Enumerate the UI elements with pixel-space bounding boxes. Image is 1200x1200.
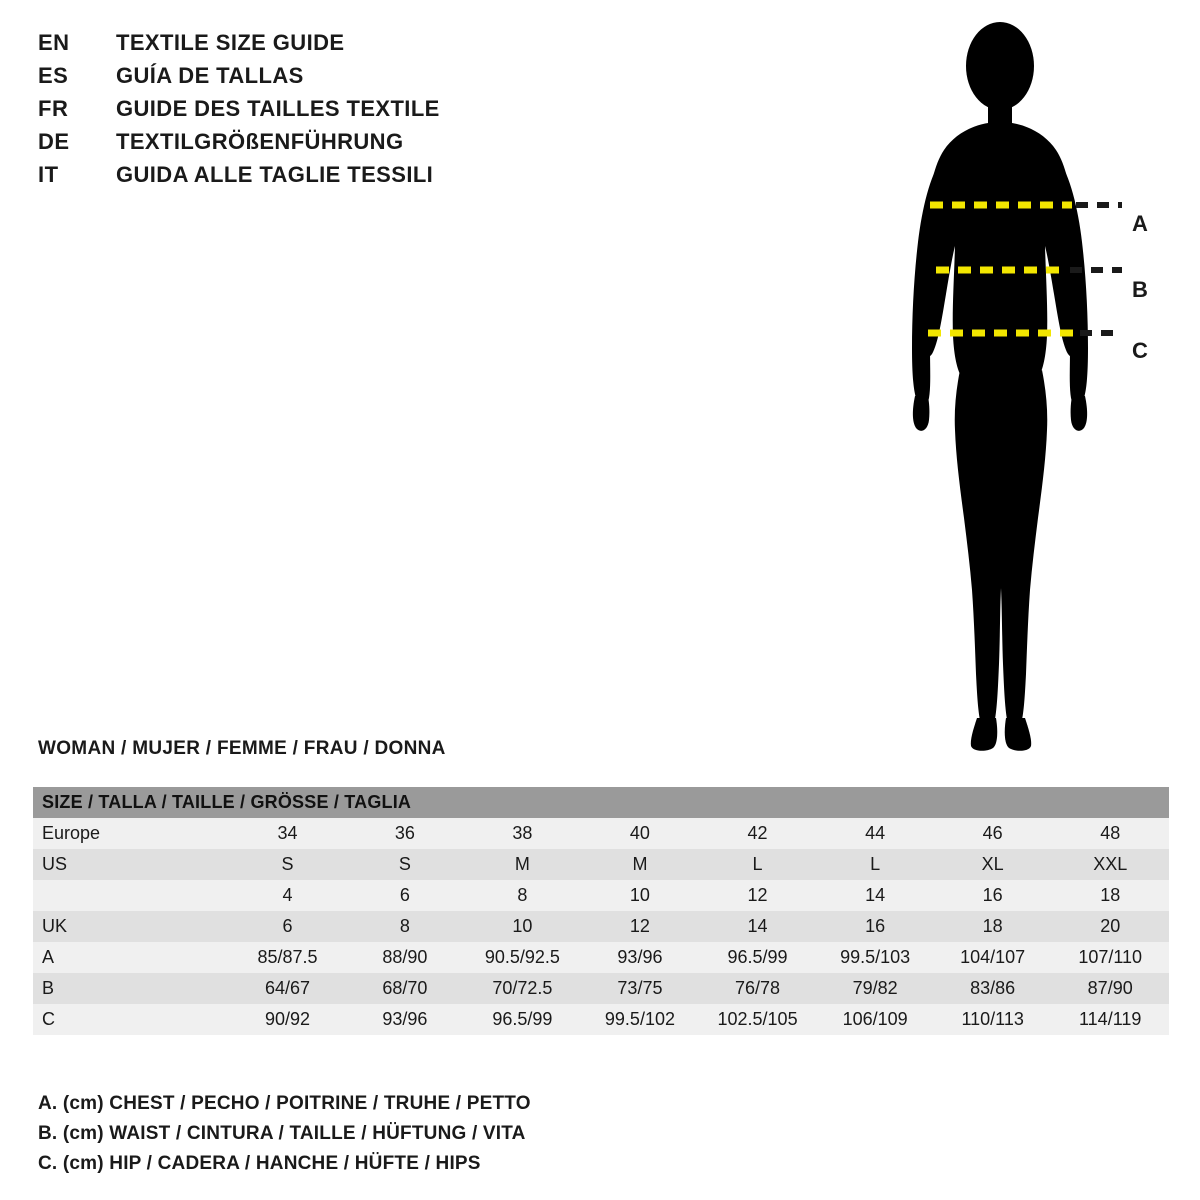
cell: 6 xyxy=(229,911,346,942)
cell: 96.5/99 xyxy=(464,1004,582,1035)
table-row xyxy=(33,911,1169,942)
language-row-de xyxy=(38,129,598,162)
row-label: A xyxy=(33,942,229,973)
table-row xyxy=(33,880,1169,911)
language-title-block xyxy=(38,30,598,195)
cell: 106/109 xyxy=(816,1004,934,1035)
cell: 36 xyxy=(346,818,463,849)
cell: 114/119 xyxy=(1051,1004,1169,1035)
cell: 68/70 xyxy=(346,973,463,1004)
cell: 76/78 xyxy=(699,973,817,1004)
cell: L xyxy=(699,849,817,880)
cell: 104/107 xyxy=(934,942,1052,973)
cell: 34 xyxy=(229,818,346,849)
cell: 85/87.5 xyxy=(229,942,346,973)
footnote-hip: C. (cm) HIP / CADERA / HANCHE / HÜFTE / HIPS xyxy=(38,1153,481,1174)
cell: 12 xyxy=(699,880,817,911)
table-row xyxy=(33,818,1169,849)
cell: 110/113 xyxy=(934,1004,1052,1035)
cell: 90.5/92.5 xyxy=(464,942,582,973)
footnote-waist: B. (cm) WAIST / CINTURA / TAILLE / HÜFTUNG / VITA xyxy=(38,1123,526,1144)
language-title: TEXTILGRÖßENFÜHRUNG xyxy=(116,129,404,154)
cell: 16 xyxy=(934,880,1052,911)
cell: 93/96 xyxy=(581,942,699,973)
cell: 64/67 xyxy=(229,973,346,1004)
cell: 79/82 xyxy=(816,973,934,1004)
cell: 93/96 xyxy=(346,1004,463,1035)
woman-silhouette-icon xyxy=(860,18,1190,763)
cell: 14 xyxy=(816,880,934,911)
language-code: ES xyxy=(38,63,69,88)
cell: 88/90 xyxy=(346,942,463,973)
row-label: C xyxy=(33,1004,229,1035)
cell: L xyxy=(816,849,934,880)
row-label: B xyxy=(33,973,229,1004)
cell: M xyxy=(464,849,582,880)
cell: 42 xyxy=(699,818,817,849)
cell: 14 xyxy=(699,911,817,942)
cell: 4 xyxy=(229,880,346,911)
footnote-chest: A. (cm) CHEST / PECHO / POITRINE / TRUHE / PETTO xyxy=(38,1093,531,1114)
table-row xyxy=(33,973,1169,1004)
cell: S xyxy=(346,849,463,880)
cell: 96.5/99 xyxy=(699,942,817,973)
language-code: EN xyxy=(38,30,70,55)
language-title: GUIDE DES TAILLES TEXTILE xyxy=(116,96,440,121)
cell: 107/110 xyxy=(1051,942,1169,973)
cell: XXL xyxy=(1051,849,1169,880)
cell: XL xyxy=(934,849,1052,880)
table-row xyxy=(33,849,1169,880)
cell: 44 xyxy=(816,818,934,849)
cell: 8 xyxy=(346,911,463,942)
cell: 73/75 xyxy=(581,973,699,1004)
row-label: Europe xyxy=(33,818,229,849)
cell: 70/72.5 xyxy=(464,973,582,1004)
cell: 6 xyxy=(346,880,463,911)
language-title: TEXTILE SIZE GUIDE xyxy=(116,30,345,55)
cell: 10 xyxy=(464,911,582,942)
cell: 99.5/102 xyxy=(581,1004,699,1035)
cell: 38 xyxy=(464,818,582,849)
section-heading: WOMAN / MUJER / FEMME / FRAU / DONNA xyxy=(38,738,446,759)
table-header-row xyxy=(33,787,1169,818)
language-title: GUÍA DE TALLAS xyxy=(116,63,304,88)
cell: 48 xyxy=(1051,818,1169,849)
row-label: UK xyxy=(33,911,229,942)
language-row-fr xyxy=(38,96,598,129)
cell: 12 xyxy=(581,911,699,942)
table-row xyxy=(33,942,1169,973)
table-row xyxy=(33,1004,1169,1035)
cell: 102.5/105 xyxy=(699,1004,817,1035)
language-title: GUIDA ALLE TAGLIE TESSILI xyxy=(116,162,434,187)
cell: 20 xyxy=(1051,911,1169,942)
cell: 99.5/103 xyxy=(816,942,934,973)
language-code: IT xyxy=(38,162,59,187)
cell: S xyxy=(229,849,346,880)
language-code: DE xyxy=(38,129,70,154)
marker-label-chest: A xyxy=(1132,211,1148,236)
row-label: US xyxy=(33,849,229,880)
cell: M xyxy=(581,849,699,880)
footnotes xyxy=(38,1089,838,1179)
language-row-es xyxy=(38,63,598,96)
marker-label-waist: B xyxy=(1132,277,1148,302)
marker-label-hip: C xyxy=(1132,338,1148,363)
cell: 18 xyxy=(934,911,1052,942)
row-label xyxy=(33,880,229,911)
cell: 10 xyxy=(581,880,699,911)
size-table xyxy=(33,787,1169,1035)
cell: 18 xyxy=(1051,880,1169,911)
cell: 16 xyxy=(816,911,934,942)
cell: 87/90 xyxy=(1051,973,1169,1004)
table-header-label: SIZE / TALLA / TAILLE / GRÖSSE / TAGLIA xyxy=(33,787,1169,818)
language-row-it xyxy=(38,162,598,195)
language-code: FR xyxy=(38,96,69,121)
cell: 40 xyxy=(581,818,699,849)
language-row-en xyxy=(38,30,598,63)
cell: 90/92 xyxy=(229,1004,346,1035)
cell: 46 xyxy=(934,818,1052,849)
figure-area xyxy=(860,18,1190,763)
cell: 83/86 xyxy=(934,973,1052,1004)
cell: 8 xyxy=(464,880,582,911)
